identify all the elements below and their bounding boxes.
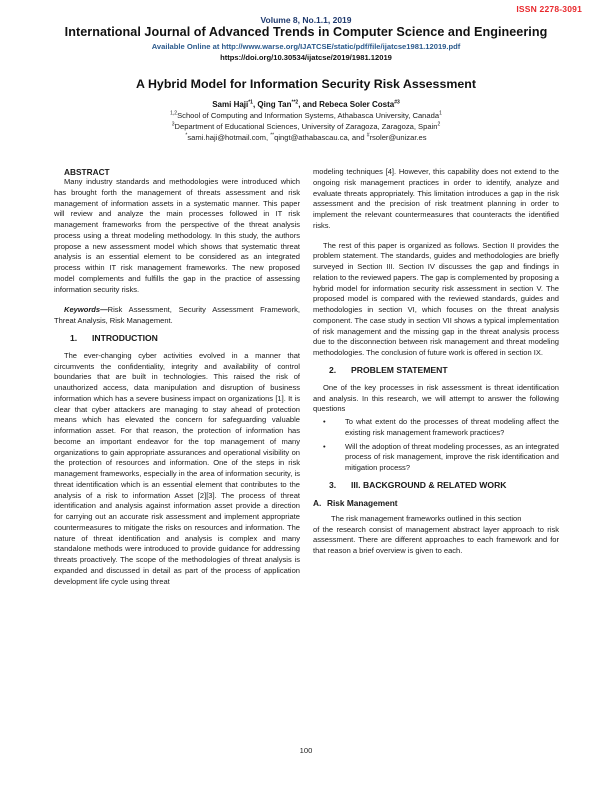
author-name: Sami Haji bbox=[212, 100, 249, 109]
section-number: 2. bbox=[329, 364, 337, 375]
author-marker: *1 bbox=[248, 99, 253, 106]
available-online-link[interactable]: Available Online at http://www.warse.org/IJATCSE/static/pdf/file/ijatcse1981.12019.pdf bbox=[151, 42, 461, 51]
email-marker: # bbox=[366, 132, 370, 139]
page-number: 100 bbox=[299, 746, 313, 755]
affiliation-marker: 1,2 bbox=[170, 110, 178, 117]
author-separator: , and bbox=[298, 100, 320, 109]
abstract-heading: ABSTRACT bbox=[64, 167, 110, 177]
email-marker: * bbox=[185, 132, 188, 139]
subsection-number: A. bbox=[313, 497, 322, 508]
section-title: PROBLEM STATEMENT bbox=[351, 364, 448, 375]
paper-title: A Hybrid Model for Information Security Risk Assessment bbox=[136, 77, 476, 91]
affiliation-marker: 2 bbox=[437, 121, 441, 128]
list-item bbox=[313, 442, 559, 474]
journal-title: International Journal of Advanced Trends in Computer Science and Engineering bbox=[64, 25, 548, 39]
left-column bbox=[54, 167, 300, 587]
issn-label: ISSN 2278-3091 bbox=[516, 4, 582, 14]
email-marker: ** bbox=[270, 132, 275, 139]
section-heading-problem-statement bbox=[329, 365, 559, 375]
author-separator: , bbox=[252, 100, 258, 109]
keywords bbox=[54, 305, 300, 327]
affiliation-text: School of Computing and Information Systems, Athabasca University, Canada bbox=[177, 111, 440, 120]
keywords-text: Risk Assessment, Security Assessment Framework, Threat Analysis, Risk Management. bbox=[54, 305, 300, 325]
intro-paragraph-continued: modeling techniques [4]. However, this capability does not extend to the ongoing risk management practices in order to identify, analyze and evaluate threats appropriately. This limitation introduces a gap in the risk assessment and the precision of risk treatment planning in order to implement the relevant countermeasures that counteracts the identified risks. bbox=[313, 167, 559, 230]
doi-link[interactable]: https://doi.org/10.30534/ijatcse/2019/1981.12019 bbox=[220, 53, 392, 62]
affiliation-marker: 3 bbox=[171, 121, 175, 128]
bullet-icon: • bbox=[323, 441, 326, 451]
question-text: Will the adoption of threat modeling processes, as an integrated process of risk management, improve the risk identification and mitigation process? bbox=[345, 441, 559, 472]
list-item bbox=[313, 417, 559, 439]
affiliation-marker: 1 bbox=[439, 110, 442, 117]
abstract-text: Many industry standards and methodologies were introduced which has brought forth the management of threats assessment and risk management of information assets in a systematic manner. This paper will review and analyze the main processes followed in IT risk management frameworks from the perspective of the threat analysis process using a threat modeling methodology. In this study, the authors propose a new assessment model which shows that systematic threat analysis is an essential element to be considered as an integrated process within IT risk management frameworks. The new proposed model complements and fulfills the gap in the practice of assessing information security risks. bbox=[54, 177, 300, 294]
section-heading-introduction bbox=[70, 333, 300, 343]
affiliation bbox=[0, 111, 612, 120]
right-column bbox=[313, 167, 559, 557]
research-questions bbox=[313, 417, 559, 474]
affiliation-text: Department of Educational Sciences, University of Zaragoza, Zaragoza, Spain bbox=[174, 122, 438, 131]
subsection-heading-risk-management bbox=[313, 498, 559, 508]
keywords-label: Keywords— bbox=[64, 305, 108, 315]
section-number: 1. bbox=[70, 332, 78, 343]
volume-info: Volume 8, No.1.1, 2019 bbox=[260, 15, 352, 25]
email-link[interactable]: rsoler@unizar.es bbox=[369, 133, 427, 142]
author-list bbox=[0, 100, 612, 109]
background-paragraph-first-line: The risk management frameworks outlined in this section bbox=[331, 513, 522, 523]
question-text: To what extent do the processes of threat modeling affect the existing risk management framework practices? bbox=[345, 417, 559, 437]
author-marker: #3 bbox=[394, 99, 400, 106]
intro-paragraph: The ever-changing cyber activities evolved in a manner that circumvents the confidentiality, integrity and availability of control boundaries that are built in technologies. This raised the risk of unauthorized access, data manipulation and disruption of business information which has a severe business impact on organizations [1]. It is clear that cyber attackers are managing to stay ahead of protection means which has elevated the concern for safeguarding valuable information asset. For that reason, the protection of information has become an important endeavor for the top management of many organizations to gain appropriate assurances and operational visibility on the protection of resources and information. One of the steps in risk management frameworks, especially in the area of information security, is threat identification which is an essential element that contributes to the analysis of a risk to information Asset [2][3]. The process of threat identification and analysis against information asset provide a direction for carrying out an accurate risk assessment and implement appropriate countermeasures to mitigate the risks on resources and information. The nature of threat identification and analysis is complex and many standalone methods were introduced to provide guidance for addressing threats proactively. The scope of the methodologies of threat analysis is expanded and discussed in detail as part of the process of application development life cycle using threat bbox=[54, 350, 300, 586]
author-name: Qing Tan bbox=[257, 100, 292, 109]
section-heading-background bbox=[329, 480, 559, 490]
background-paragraph: of the research consist of management abstract layer approach to risk assessment. There are different approaches to each framework and for that reason a brief overview is given to each. bbox=[313, 524, 559, 555]
email-link[interactable]: qingt@athabascau.ca, and bbox=[274, 133, 367, 142]
email-list bbox=[0, 133, 612, 142]
section-number: 3. bbox=[329, 479, 337, 490]
affiliation bbox=[0, 122, 612, 131]
intro-paragraph-organization: The rest of this paper is organized as follows. Section II provides the problem statement. The standards, guides and methodologies are briefly surveyed in Section III. Section IV discusses the gap and findings in relation to the reviewed papers. The gap is complemented by proposing a hybrid model for information security risk assessment in section V. The proposed model is compared with the reviewed standards, guides and methodologies in section VI, which focuses on the threat analysis component. The case study in section VII shows a typical implementation of risk management and the missing gap in the threat analysis process due to the disconnection between risk management and threat modeling methodologies. The conclusion of future work is offered in section IX. bbox=[313, 240, 559, 357]
email-link[interactable]: sami.haji@hotmail.com, bbox=[187, 133, 271, 142]
author-marker: **2 bbox=[291, 99, 299, 106]
problem-paragraph: One of the key processes in risk assessment is threat identification and analysis. In this research, we will attempt to answer the following questions bbox=[313, 382, 559, 414]
subsection-title: Risk Management bbox=[327, 497, 398, 508]
author-name: Rebeca Soler Costa bbox=[319, 100, 395, 109]
section-title: III. BACKGROUND & RELATED WORK bbox=[351, 479, 507, 490]
section-title: INTRODUCTION bbox=[92, 332, 158, 343]
bullet-icon: • bbox=[323, 417, 326, 426]
